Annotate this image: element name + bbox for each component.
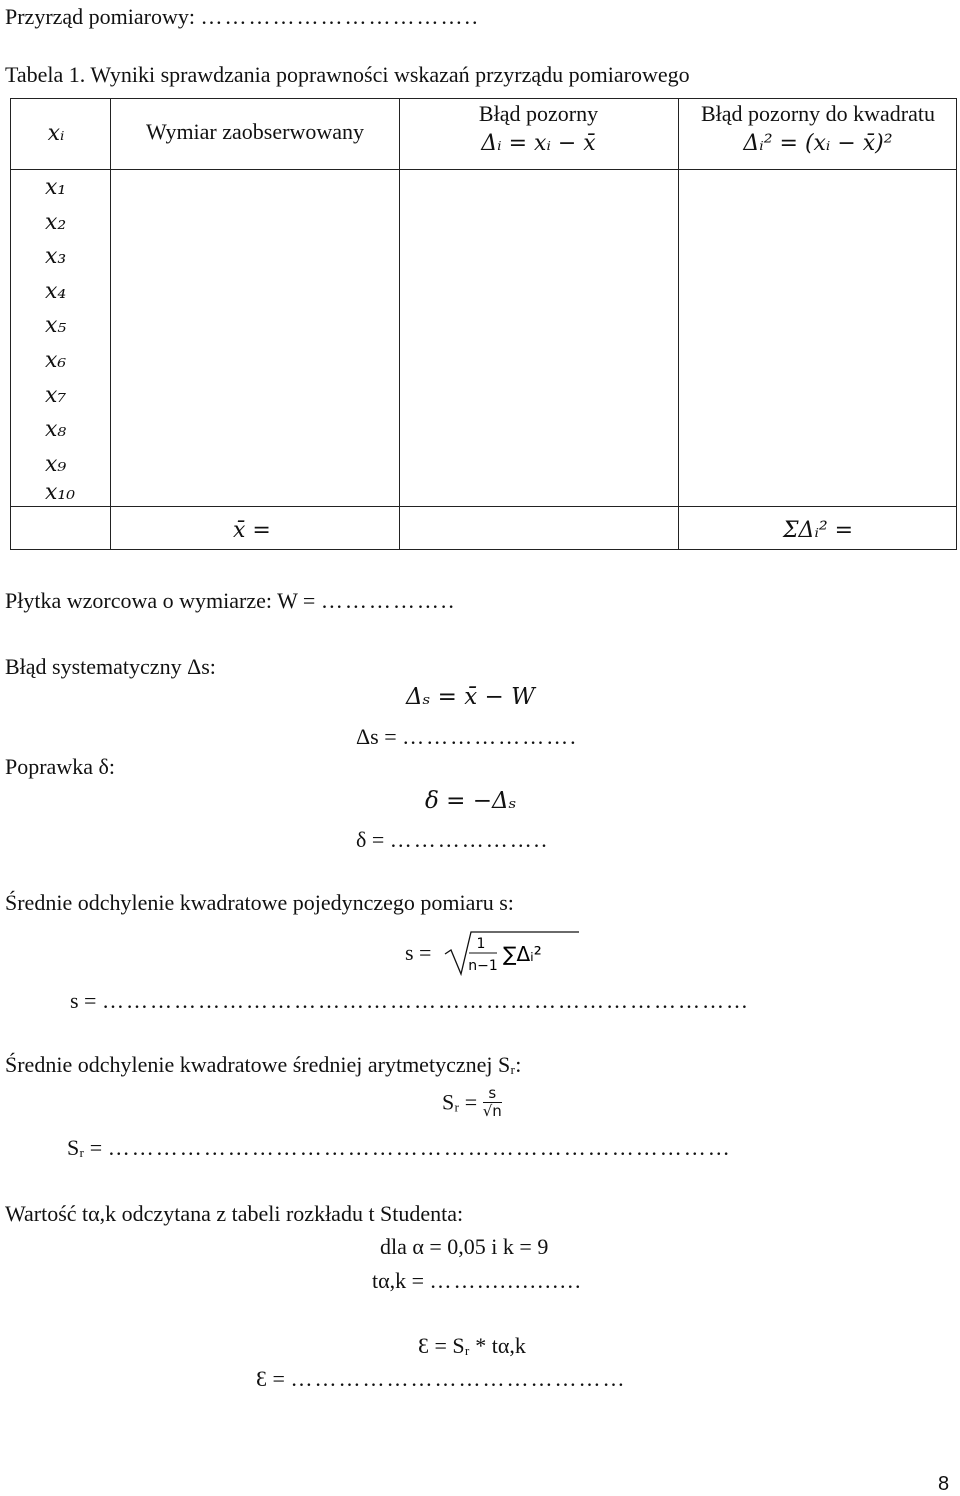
footer-divider: [11, 506, 956, 507]
page-number: 8: [938, 1473, 950, 1495]
systematic-label: Błąd systematyczny Δs:: [5, 654, 216, 679]
plate-label: Płytka wzorcowa o wymiarze: W =: [5, 588, 316, 613]
plate-dots: ……………..: [320, 588, 456, 613]
std-single-lhs: s =: [405, 940, 432, 965]
row-label: x₄: [45, 279, 67, 304]
column-divider: [399, 99, 400, 549]
row-label: x₆: [45, 348, 67, 373]
std-single-result-label: s =: [70, 988, 97, 1013]
row-label: x₃: [45, 244, 67, 269]
row-label: x₁: [45, 175, 67, 200]
column-divider: [678, 99, 679, 549]
measurement-table: [10, 98, 957, 550]
std-mean-result-dots: ……………………………………………………………………: [107, 1135, 732, 1160]
systematic-result-dots: ………………….: [402, 724, 578, 749]
header-xi: xᵢ: [47, 121, 65, 146]
plate-line: [5, 590, 456, 612]
student-condition: dla α = 0,05 i k = 9: [380, 1234, 549, 1259]
header-error-formula: Δᵢ = xᵢ − x̄: [481, 131, 596, 157]
std-frac-den: n−1: [468, 958, 498, 974]
row-label: x₁₀: [45, 480, 76, 505]
epsilon-result: [256, 1368, 626, 1390]
student-label: Wartość tα,k odczytana z tabeli rozkładu t Studenta:: [5, 1201, 464, 1226]
sqrt-symbol-icon: [441, 928, 581, 978]
header-error: [399, 101, 678, 158]
table-caption: Tabela 1. Wyniki sprawdzania poprawności wskazań przyrządu pomiarowego: [5, 62, 690, 87]
std-mean-result: [67, 1137, 732, 1159]
mean-label: x̄ =: [233, 518, 271, 543]
std-single-label: Średnie odchylenie kwadratowe pojedynczego pomiaru s:: [5, 890, 514, 915]
instrument-label: [5, 6, 480, 28]
row-label: x₂: [45, 210, 67, 235]
correction-result-label: δ =: [356, 827, 385, 852]
correction-label: Poprawka δ:: [5, 754, 115, 779]
header-error-title: Błąd pozorny: [478, 101, 599, 126]
std-mean-formula: [442, 1086, 502, 1119]
row-label: x₉: [45, 452, 67, 477]
instrument-dots: ……………………………..: [200, 4, 480, 29]
row-label: x₇: [45, 383, 67, 408]
header-squared-formula: Δᵢ² = (xᵢ − x̄)²: [743, 131, 893, 157]
sum-label: ΣΔᵢ² =: [783, 518, 854, 543]
std-mean-result-label: Sᵣ =: [67, 1135, 103, 1160]
student-result-dots: ……..............: [429, 1268, 583, 1293]
std-mean-fraction: [483, 1086, 502, 1119]
std-mean-lhs: Sᵣ =: [442, 1089, 478, 1115]
student-result: [372, 1270, 583, 1292]
row-label: x₈: [45, 417, 67, 442]
epsilon-formula: Ɛ = Sᵣ * tα,k: [418, 1333, 526, 1358]
correction-result: [356, 829, 549, 851]
epsilon-result-label: Ɛ =: [256, 1366, 285, 1391]
systematic-result-label: Δs =: [356, 724, 397, 749]
systematic-formula: Δₛ = x̄ − W: [406, 684, 535, 710]
std-single-result: [70, 990, 750, 1012]
student-result-label: tα,k =: [372, 1268, 425, 1293]
instrument-label-text: Przyrząd pomiarowy:: [5, 4, 195, 29]
std-mean-frac-den: √n: [482, 1102, 502, 1120]
header-squared-title: Błąd pozorny do kwadratu: [701, 101, 935, 126]
std-single-result-dots: ………………………………………………………………………: [101, 988, 750, 1013]
std-mean-frac-num: s: [483, 1086, 502, 1103]
std-single-formula: [405, 928, 581, 978]
std-mean-label: Średnie odchylenie kwadratowe średniej arytmetycznej Sᵣ:: [5, 1052, 522, 1077]
systematic-result: [356, 726, 578, 748]
header-observed: Wymiar zaobserwowany: [146, 119, 364, 144]
std-frac-num: 1: [476, 936, 486, 952]
std-sum: ∑Δᵢ²: [502, 942, 542, 966]
column-divider: [110, 99, 111, 549]
row-label: x₅: [45, 313, 67, 338]
epsilon-result-dots: ……………………………………: [290, 1366, 627, 1391]
header-squared-error: [678, 101, 958, 158]
header-divider: [11, 169, 956, 170]
correction-result-dots: ………………..: [389, 827, 549, 852]
correction-formula: δ = −Δₛ: [425, 788, 517, 814]
